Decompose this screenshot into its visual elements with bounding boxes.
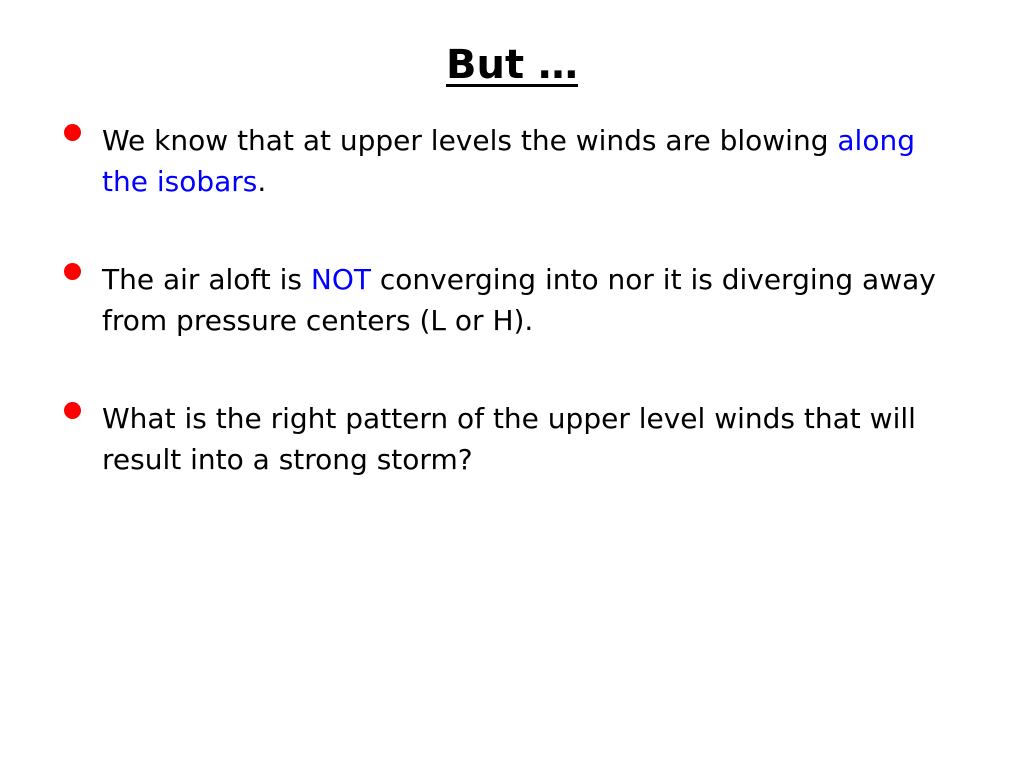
- bullet-list: [62, 120, 962, 537]
- bullet-text-after: converging into nor it is diverging away from pressure centers (L or H).: [102, 263, 936, 337]
- bullet-text-before: The air aloft is: [102, 263, 311, 296]
- bullet-text-before: What is the right pattern of the upper level winds that will result into a strong storm?: [102, 402, 916, 476]
- bullet-icon: [64, 124, 81, 141]
- bullet-text-highlight: along the isobars: [102, 124, 915, 198]
- bullet-icon: [64, 402, 81, 419]
- bullet-item-2: [62, 259, 962, 341]
- bullet-item-3: [62, 398, 962, 480]
- bullet-icon: [64, 263, 81, 280]
- bullet-text-highlight: NOT: [310, 263, 371, 296]
- bullet-item-1: [62, 120, 962, 202]
- bullet-text-after: .: [257, 165, 267, 198]
- slide-title: [0, 38, 1024, 92]
- bullet-text-before: We know that at upper levels the winds are blowing: [102, 124, 838, 157]
- slide-title-text: But …: [445, 42, 578, 88]
